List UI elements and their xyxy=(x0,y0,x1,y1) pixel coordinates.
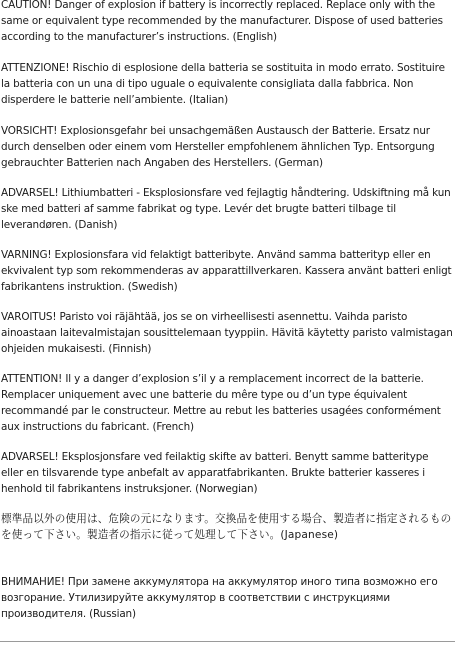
notice-norwegian: ADVARSEL! Eksplosjonsfare ved feilaktig skifte av batteri. Benytt samme batteritype eller en tilsvarende type anbefalt av apparatfabrikanten. Brukte batterier kasseres i henhold til fabrikantens instruksjoner. (Norwegian) xyxy=(1,451,429,495)
notice-russian: ВНИМАНИЕ! При замене аккумулятора на аккумулятор иного типа возможно его возгорание. Утилизируйте аккумулятор в соответствии с инструкциями производителя. (Russian) xyxy=(1,576,438,620)
notice-danish: ADVARSEL! Lithiumbatteri - Eksplosionsfare ved fejlagtig håndtering. Udskiftning må kun ske med batteri af samme fabrikat og type. Levér det brugte batteri tilbage til leverandøren. (Danish) xyxy=(1,187,451,231)
bottom-divider xyxy=(0,641,455,642)
notice-japanese: 標準品以外の使用は、危険の元になります。交換品を使用する場合、製造者に指定されるものを使って下さい。製造者の指示に従って処理して下さい。(Japanese) xyxy=(1,513,452,541)
notice-french: ATTENTION! Il y a danger d’explosion s’il y a remplacement incorrect de la batterie. Remplacer uniquement avec une batterie du mêre type ou d’un type équivalent recommandé par le constructeur. Mettre au rebut les batteries usagées conformément aux instructions du fabricant. (French) xyxy=(1,373,441,433)
notice-swedish: VARNING! Explosionsfara vid felaktigt batteribyte. Använd samma batterityp eller en ekvivalent typ som rekommenderas av apparattillverkaren. Kassera använt batteri enligt fabrikantens instruktion. (Swedish) xyxy=(1,249,452,293)
notice-finnish: VAROITUS! Paristo voi räjähtää, jos se on virheellisesti asennettu. Vaihda paristo ainoastaan laitevalmistajan sousittelemaan tyyppiin. Hävitä käytetty paristo valmistagan ohjeiden mukaisesti. (Finnish) xyxy=(1,311,453,355)
notice-german: VORSICHT! Explosionsgefahr bei unsachgemäßen Austausch der Batterie. Ersatz nur durch denselben oder einem vom Hersteller empfohlenem ähnlichen Typ. Entsorgung gebrauchter Batterien nach Angaben des Herstellers. (German) xyxy=(1,125,435,169)
notice-english: CAUTION! Danger of explosion if battery is incorrectly replaced. Replace only with the same or equivalent type recommended by the manufacturer. Dispose of used batteries according to the manufacturer’s instructions. (English) xyxy=(1,0,443,43)
notice-italian: ATTENZIONE! Rischio di esplosione della batteria se sostituita in modo errato. Sostituire la batteria con un una di tipo uguale o equivalente consigliata dalla fabbrica. Non disperdere le batterie nell’ambiente. (Italian) xyxy=(1,62,445,106)
